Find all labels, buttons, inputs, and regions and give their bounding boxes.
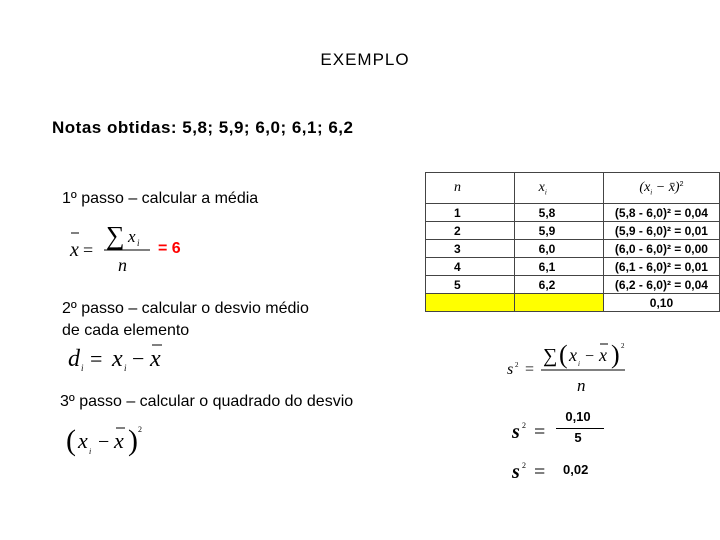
svg-text:i: i — [137, 238, 140, 248]
cell-xi: 6,2 — [514, 276, 603, 294]
variance-numerator: 0,10 — [565, 409, 591, 424]
svg-text:x: x — [78, 428, 88, 453]
svg-text:2: 2 — [621, 342, 625, 350]
cell-deviation: (6,1 - 6,0)² = 0,01 — [603, 258, 719, 276]
svg-text:−: − — [585, 348, 595, 365]
grades-statement: Notas obtidas: 5,8; 5,9; 6,0; 6,1; 6,2 — [52, 118, 354, 137]
variance-result: 0,02 — [563, 462, 589, 477]
variance-result-lhs — [510, 456, 550, 486]
svg-text:i: i — [124, 363, 127, 373]
cell-xi: 5,8 — [514, 204, 603, 222]
cell-n: 2 — [426, 222, 515, 240]
svg-text:i: i — [89, 447, 92, 456]
cell-n: 4 — [426, 258, 515, 276]
highlight-cell — [426, 294, 515, 312]
cell-n: 5 — [426, 276, 515, 294]
svg-text:x: x — [150, 346, 161, 372]
table-row — [426, 240, 720, 258]
cell-xi: 6,1 — [514, 258, 603, 276]
cell-n: 1 — [426, 204, 515, 222]
svg-text:): ) — [611, 340, 620, 369]
svg-text:d: d — [68, 346, 80, 372]
table-total-row — [426, 294, 720, 312]
step-2-line-1: 2º passo – calcular o desvio médio — [62, 300, 309, 317]
svg-text:x: x — [112, 346, 123, 372]
svg-text:x: x — [569, 345, 577, 365]
svg-text:=: = — [90, 346, 103, 371]
svg-text:2: 2 — [522, 461, 526, 470]
variance-denominator: 5 — [574, 430, 582, 445]
svg-text:(: ( — [66, 424, 76, 457]
mean-formula — [66, 220, 156, 276]
svg-text:=: = — [534, 421, 546, 443]
svg-text:(: ( — [559, 340, 568, 369]
svg-text:n: n — [118, 255, 127, 275]
page-title: EXEMPLO — [320, 50, 410, 69]
highlight-cell — [514, 294, 603, 312]
mean-result: = 6 — [158, 240, 181, 257]
step-3-text: 3º passo – calcular o quadrado do desvio — [60, 393, 354, 410]
cell-deviation: (6,2 - 6,0)² = 0,04 — [603, 276, 719, 294]
svg-text:−: − — [98, 431, 110, 453]
deviations-table — [425, 172, 720, 312]
step-2-line-2: de cada elemento — [62, 322, 190, 339]
variance-lhs — [510, 416, 550, 446]
cell-n: 3 — [426, 240, 515, 258]
total-cell: 0,10 — [603, 294, 719, 312]
svg-text:2: 2 — [522, 421, 526, 430]
svg-text:=: = — [534, 461, 546, 483]
table-header-row — [426, 173, 720, 204]
cell-xi: 5,9 — [514, 222, 603, 240]
svg-text:=: = — [525, 361, 535, 378]
svg-text:x: x — [114, 428, 124, 453]
svg-text:∑: ∑ — [106, 221, 125, 250]
cell-deviation: (5,8 - 6,0)² = 0,04 — [603, 204, 719, 222]
svg-text:s: s — [512, 461, 520, 483]
step-1-text: 1º passo – calcular a média — [62, 190, 259, 207]
table-row — [426, 222, 720, 240]
table-row — [426, 276, 720, 294]
svg-text:s: s — [507, 361, 514, 378]
header-squared-deviation: ($x_i$ − x̄)$^2$ — [603, 173, 719, 204]
header-n: n — [426, 173, 515, 204]
svg-text:=: = — [83, 240, 94, 260]
svg-text:∑: ∑ — [543, 345, 558, 367]
cell-xi: 6,0 — [514, 240, 603, 258]
svg-text:−: − — [132, 346, 145, 371]
svg-text:s: s — [512, 421, 520, 443]
deviation-formula — [66, 340, 176, 376]
svg-text:i: i — [578, 360, 580, 368]
cell-deviation: (6,0 - 6,0)² = 0,00 — [603, 240, 719, 258]
squared-deviation-formula — [66, 420, 156, 460]
table-row — [426, 204, 720, 222]
svg-text:i: i — [81, 363, 84, 373]
table-row — [426, 258, 720, 276]
variance-fraction-bar — [556, 428, 604, 429]
header-xi: $x_i$ — [514, 173, 603, 204]
svg-text:x: x — [128, 227, 136, 246]
svg-text:): ) — [128, 424, 138, 457]
cell-deviation: (5,9 - 6,0)² = 0,01 — [603, 222, 719, 240]
svg-text:x: x — [70, 239, 79, 261]
step-2-text — [62, 298, 309, 342]
variance-formula — [505, 340, 625, 396]
svg-text:n: n — [577, 376, 586, 395]
svg-text:x: x — [599, 345, 607, 365]
svg-text:2: 2 — [138, 425, 142, 434]
svg-text:2: 2 — [515, 361, 519, 369]
